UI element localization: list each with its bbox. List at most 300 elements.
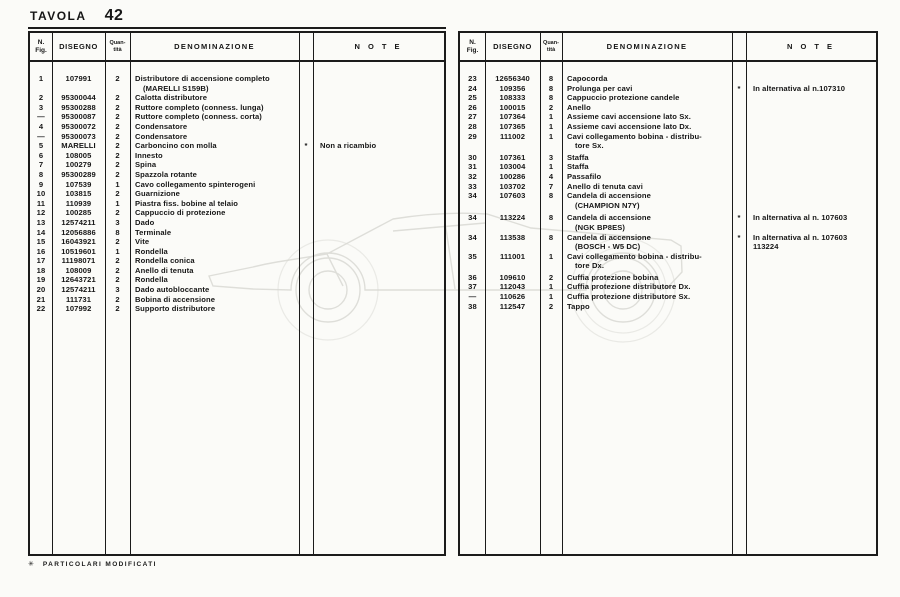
fig-number: 31 (468, 162, 477, 172)
quantity: 8 (115, 227, 120, 237)
note-asterisk (299, 180, 313, 190)
note-asterisk (732, 132, 746, 151)
denomination: Rondella (135, 275, 168, 285)
fig-number: 10 (36, 189, 46, 199)
part-number: 113538 (499, 232, 526, 242)
note (313, 151, 444, 161)
fig-number: 21 (36, 294, 46, 304)
note (313, 112, 444, 122)
table-row (30, 256, 444, 266)
fig-number: 4 (38, 121, 44, 131)
quantity: 1 (548, 282, 554, 292)
note (313, 228, 444, 238)
table-row (460, 103, 876, 113)
note: Non a ricambio (320, 141, 377, 151)
table-row (30, 112, 444, 122)
part-number: 12574211 (61, 285, 96, 295)
denomination: Candela di accensione (NGK BP8ES) (567, 213, 651, 232)
table-row (460, 273, 876, 283)
note (313, 74, 444, 93)
note-asterisk (299, 132, 313, 142)
note: In alternativa al n. 107603 (753, 213, 848, 223)
denomination: Prolunga per cavi (567, 83, 633, 93)
quantity: 8 (548, 191, 554, 201)
note-asterisk (299, 112, 313, 122)
fig-number: — (37, 112, 45, 122)
part-number: 108005 (65, 150, 92, 160)
modified-asterisk-icon: ✳ (28, 561, 34, 568)
fig-number: 34 (468, 213, 477, 223)
denomination: Anello di tenuta (135, 265, 194, 275)
note-asterisk: * (304, 141, 308, 151)
denomination: Terminale (135, 227, 172, 237)
denomination: Dado autobloccante (135, 285, 210, 295)
note (313, 122, 444, 132)
note (746, 282, 876, 292)
header-quantity: Quan- tità (543, 40, 559, 53)
quantity: 2 (115, 74, 120, 83)
table-row (460, 132, 876, 151)
quantity: 4 (548, 171, 554, 181)
note-asterisk (299, 304, 313, 314)
table-row (460, 302, 876, 312)
quantity: 8 (548, 74, 554, 83)
note-asterisk (299, 256, 313, 266)
quantity: 1 (548, 162, 554, 172)
table-rows (460, 62, 876, 311)
fig-number: 1 (38, 74, 44, 83)
denomination: Calotta distributore (135, 93, 208, 103)
note-asterisk: * (737, 232, 741, 242)
header-denomination: DENOMINAZIONE (174, 42, 255, 51)
note (313, 275, 444, 285)
denomination: Innesto (135, 150, 163, 160)
quantity: 1 (548, 131, 554, 141)
table-row (30, 275, 444, 285)
table-row (30, 208, 444, 218)
fig-number: 26 (468, 102, 477, 112)
quantity: 2 (115, 121, 120, 131)
part-number: 107603 (499, 191, 526, 201)
note (746, 93, 876, 103)
table-row (30, 141, 444, 151)
quantity: 2 (115, 93, 120, 103)
table-row (460, 191, 876, 210)
quantity: 8 (548, 93, 554, 103)
note-asterisk (299, 103, 313, 113)
table-row (30, 285, 444, 295)
fig-number: 32 (468, 171, 477, 181)
part-number: 107992 (65, 304, 92, 314)
denomination: Staffa (567, 162, 589, 172)
part-number: 10519601 (61, 246, 96, 256)
note (746, 302, 876, 312)
part-number: 16043921 (61, 237, 96, 247)
fig-number: 28 (468, 121, 477, 131)
denomination: Capocorda (567, 74, 608, 83)
denomination: Passafilo (567, 171, 602, 181)
denomination: Condensatore (135, 121, 188, 131)
denomination: Candela di accensione (CHAMPION N7Y) (567, 191, 651, 210)
part-number: 103004 (499, 162, 526, 172)
title-rule (28, 27, 446, 29)
part-number: 95300288 (61, 102, 96, 112)
part-number: 107991 (65, 74, 92, 83)
quantity: 2 (548, 272, 554, 282)
table-row (30, 151, 444, 161)
denomination: Supporto distributore (135, 304, 216, 314)
fig-number: 29 (468, 131, 477, 141)
note-asterisk (732, 103, 746, 113)
denomination: Cuffia protezione bobina (567, 272, 659, 282)
table-row (460, 84, 876, 94)
note-asterisk: * (737, 213, 741, 223)
note-asterisk: * (737, 83, 741, 93)
note-asterisk (299, 228, 313, 238)
note-asterisk (732, 93, 746, 103)
part-number: 107361 (499, 152, 526, 162)
denomination: Assieme cavi accensione lato Dx. (567, 121, 692, 131)
fig-number: 3 (38, 102, 44, 112)
quantity: 3 (115, 217, 120, 227)
note (313, 103, 444, 113)
denomination: Cavo collegamento spinterogeni (135, 179, 256, 189)
title-label: TAVOLA (30, 9, 87, 23)
fig-number: 38 (468, 301, 477, 311)
note (746, 182, 876, 192)
note (746, 172, 876, 182)
note (313, 247, 444, 257)
denomination: Candela di accensione (BOSCH - W5 DC) (567, 232, 651, 252)
note-asterisk (732, 292, 746, 302)
part-number: 107365 (499, 121, 526, 131)
note-asterisk (299, 122, 313, 132)
note (746, 162, 876, 172)
quantity: 3 (548, 152, 554, 162)
table-row (30, 180, 444, 190)
fig-number: 25 (468, 93, 477, 103)
table-row (30, 199, 444, 209)
table-row (30, 160, 444, 170)
quantity: 2 (115, 256, 120, 266)
denomination: Piastra fiss. bobine al telaio (135, 198, 239, 208)
fig-number: 6 (38, 150, 44, 160)
note-asterisk (299, 74, 313, 93)
part-number: 100285 (65, 208, 92, 218)
page-title (30, 7, 123, 25)
part-number: 100286 (499, 171, 526, 181)
quantity: 8 (548, 232, 554, 242)
part-number: 113224 (499, 213, 526, 223)
fig-number: 20 (36, 285, 46, 295)
note-asterisk (299, 151, 313, 161)
table-row (30, 93, 444, 103)
note (746, 74, 876, 84)
quantity: 2 (548, 301, 554, 311)
quantity: 2 (115, 237, 120, 247)
part-number: 95300073 (61, 131, 96, 141)
fig-number: 35 (468, 251, 477, 261)
part-number: 108009 (65, 265, 92, 275)
table-row (460, 233, 876, 252)
part-number: 11198071 (61, 256, 96, 266)
quantity: 2 (115, 275, 120, 285)
note (746, 292, 876, 302)
note-asterisk (299, 275, 313, 285)
table-row (460, 213, 876, 232)
table-row (460, 93, 876, 103)
table-row (460, 112, 876, 122)
quantity: 2 (115, 102, 120, 112)
fig-number: 11 (36, 198, 46, 208)
denomination: Rondella conica (135, 256, 195, 266)
note-asterisk (732, 172, 746, 182)
fig-number: 18 (36, 265, 46, 275)
note (746, 103, 876, 113)
note-asterisk (732, 273, 746, 283)
part-number: 100015 (499, 102, 526, 112)
fig-number: 34 (468, 191, 477, 201)
note-asterisk (299, 160, 313, 170)
fig-number: — (468, 292, 477, 302)
part-number: 107539 (65, 179, 92, 189)
note-asterisk (299, 237, 313, 247)
part-number: 109356 (499, 83, 526, 93)
note (313, 208, 444, 218)
part-number: 95300289 (61, 169, 96, 179)
denomination: Ruttore completo (conness. corta) (135, 112, 262, 122)
table-row (30, 218, 444, 228)
table-row (460, 292, 876, 302)
note (313, 180, 444, 190)
note-asterisk (732, 282, 746, 292)
table-row (30, 189, 444, 199)
note-asterisk (299, 170, 313, 180)
note-asterisk (299, 218, 313, 228)
note-asterisk (299, 199, 313, 209)
fig-number: 34 (468, 232, 477, 242)
quantity: 2 (115, 294, 120, 304)
note-asterisk (732, 252, 746, 271)
header-note: N O T E (786, 42, 836, 51)
part-number: 12643721 (61, 275, 96, 285)
denomination: Cuffia protezione distributore Dx. (567, 282, 691, 292)
note (313, 304, 444, 314)
table-rows (30, 62, 444, 314)
note (313, 170, 444, 180)
part-number: MARELLI (61, 141, 96, 151)
quantity: 1 (548, 292, 554, 302)
fig-number: 19 (36, 275, 46, 285)
table-row (30, 103, 444, 113)
table-row (460, 282, 876, 292)
fig-number: 13 (36, 217, 46, 227)
fig-number: 14 (36, 227, 46, 237)
denomination: Cavi collegamento bobina - distribu- tore Dx. (567, 251, 702, 271)
table-row (30, 247, 444, 257)
note (746, 153, 876, 163)
table-row (30, 132, 444, 142)
fig-number: 23 (468, 74, 477, 83)
note (746, 252, 876, 271)
fig-number: 22 (36, 304, 46, 314)
note-asterisk (732, 302, 746, 312)
quantity: 2 (115, 208, 120, 218)
note-asterisk (732, 74, 746, 84)
denomination: Guarnizione (135, 189, 180, 199)
parts-table-left (28, 31, 446, 556)
footer-label: PARTICOLARI MODIFICATI (42, 560, 157, 568)
denomination: Anello di tenuta cavi (567, 181, 643, 191)
note-asterisk (732, 122, 746, 132)
header-disegno: DISEGNO (59, 42, 98, 51)
denomination: Spina (135, 160, 157, 170)
fig-number: 36 (468, 272, 477, 282)
quantity: 1 (548, 112, 554, 122)
table-row (30, 266, 444, 276)
fig-number: 16 (36, 246, 46, 256)
note-asterisk (299, 189, 313, 199)
header-fig: N. Fig. (35, 39, 47, 54)
note (313, 218, 444, 228)
note-asterisk (299, 93, 313, 103)
note-asterisk (299, 247, 313, 257)
table-row (30, 237, 444, 247)
note-asterisk (299, 266, 313, 276)
denomination: Cuffia protezione distributore Sx. (567, 292, 691, 302)
table-row (30, 228, 444, 238)
note-asterisk (299, 285, 313, 295)
fig-number: 12 (36, 208, 46, 218)
note (746, 132, 876, 151)
quantity: 8 (548, 213, 554, 223)
table-header (460, 33, 876, 62)
quantity: 2 (115, 189, 120, 199)
table-row (460, 153, 876, 163)
table-header (30, 33, 444, 62)
fig-number: 8 (38, 169, 44, 179)
part-number: 110939 (65, 198, 92, 208)
part-number: 112547 (499, 301, 526, 311)
note (313, 266, 444, 276)
footer-legend (28, 560, 157, 568)
denomination: Rondella (135, 246, 168, 256)
note-asterisk (732, 162, 746, 172)
note: In alternativa al n. 107603 113224 (753, 232, 848, 252)
table-row (460, 162, 876, 172)
note-asterisk (299, 295, 313, 305)
fig-number: 33 (468, 181, 477, 191)
note (746, 112, 876, 122)
quantity: 1 (115, 179, 120, 189)
denomination: Anello (567, 102, 591, 112)
note-asterisk (299, 208, 313, 218)
table-row (460, 172, 876, 182)
part-number: 95300044 (61, 93, 96, 103)
note (313, 285, 444, 295)
quantity: 8 (548, 83, 554, 93)
part-number: 100279 (65, 160, 92, 170)
header-quantity: Quan- tità (109, 40, 126, 53)
table-row (30, 295, 444, 305)
denomination: Assieme cavi accensione lato Sx. (567, 112, 691, 122)
table-row (460, 122, 876, 132)
part-number: 107364 (499, 112, 526, 122)
denomination: Cappuccio protezione candele (567, 93, 680, 103)
quantity: 2 (115, 160, 120, 170)
note (313, 237, 444, 247)
note-asterisk (732, 153, 746, 163)
part-number: 112043 (499, 282, 526, 292)
note (746, 273, 876, 283)
note: In alternativa al n.107310 (753, 83, 846, 93)
header-fig: N. Fig. (466, 39, 479, 54)
fig-number: 17 (36, 256, 46, 266)
denomination: Carboncino con molla (135, 141, 217, 151)
denomination: Spazzola rotante (135, 169, 197, 179)
header-denomination: DENOMINAZIONE (606, 42, 688, 51)
quantity: 2 (115, 141, 120, 151)
table-row (460, 252, 876, 271)
note-asterisk (732, 182, 746, 192)
part-number: 111001 (499, 251, 526, 261)
note (313, 295, 444, 305)
denomination: Bobina di accensione (135, 294, 216, 304)
quantity: 2 (115, 265, 120, 275)
table-row (30, 170, 444, 180)
quantity: 2 (548, 102, 554, 112)
note (746, 191, 876, 210)
table-row (30, 304, 444, 314)
part-number: 111731 (65, 294, 92, 304)
part-number: 103702 (499, 181, 526, 191)
denomination: Dado (135, 217, 155, 227)
part-number: 103815 (65, 189, 92, 199)
part-number: 12056886 (61, 227, 96, 237)
fig-number: 24 (468, 83, 477, 93)
fig-number: 37 (468, 282, 477, 292)
note (313, 199, 444, 209)
quantity: 1 (548, 121, 554, 131)
quantity: 2 (115, 131, 120, 141)
part-number: 95300072 (61, 121, 96, 131)
table-row (460, 74, 876, 84)
part-number: 12656340 (495, 74, 530, 83)
fig-number: 5 (38, 141, 44, 151)
part-number: 109610 (499, 272, 526, 282)
denomination: Distributore di accensione completo (MARELLI S159B) (135, 74, 270, 93)
part-number: 108333 (499, 93, 526, 103)
fig-number: 9 (38, 179, 44, 189)
denomination: Cavi collegamento bobina - distribu- tore Sx. (567, 131, 702, 151)
header-disegno: DISEGNO (493, 42, 532, 51)
denomination: Cappuccio di protezione (135, 208, 226, 218)
part-number: 95300087 (61, 112, 96, 122)
fig-number: 7 (38, 160, 44, 170)
part-number: 111002 (499, 131, 526, 141)
part-number: 110626 (499, 292, 526, 302)
note (313, 132, 444, 142)
quantity: 1 (115, 246, 120, 256)
denomination: Vite (135, 237, 150, 247)
note (313, 93, 444, 103)
quantity: 2 (115, 112, 120, 122)
quantity: 2 (115, 150, 120, 160)
quantity: 3 (115, 285, 120, 295)
fig-number: 27 (468, 112, 477, 122)
title-number: 42 (104, 7, 124, 24)
quantity: 1 (548, 251, 554, 261)
